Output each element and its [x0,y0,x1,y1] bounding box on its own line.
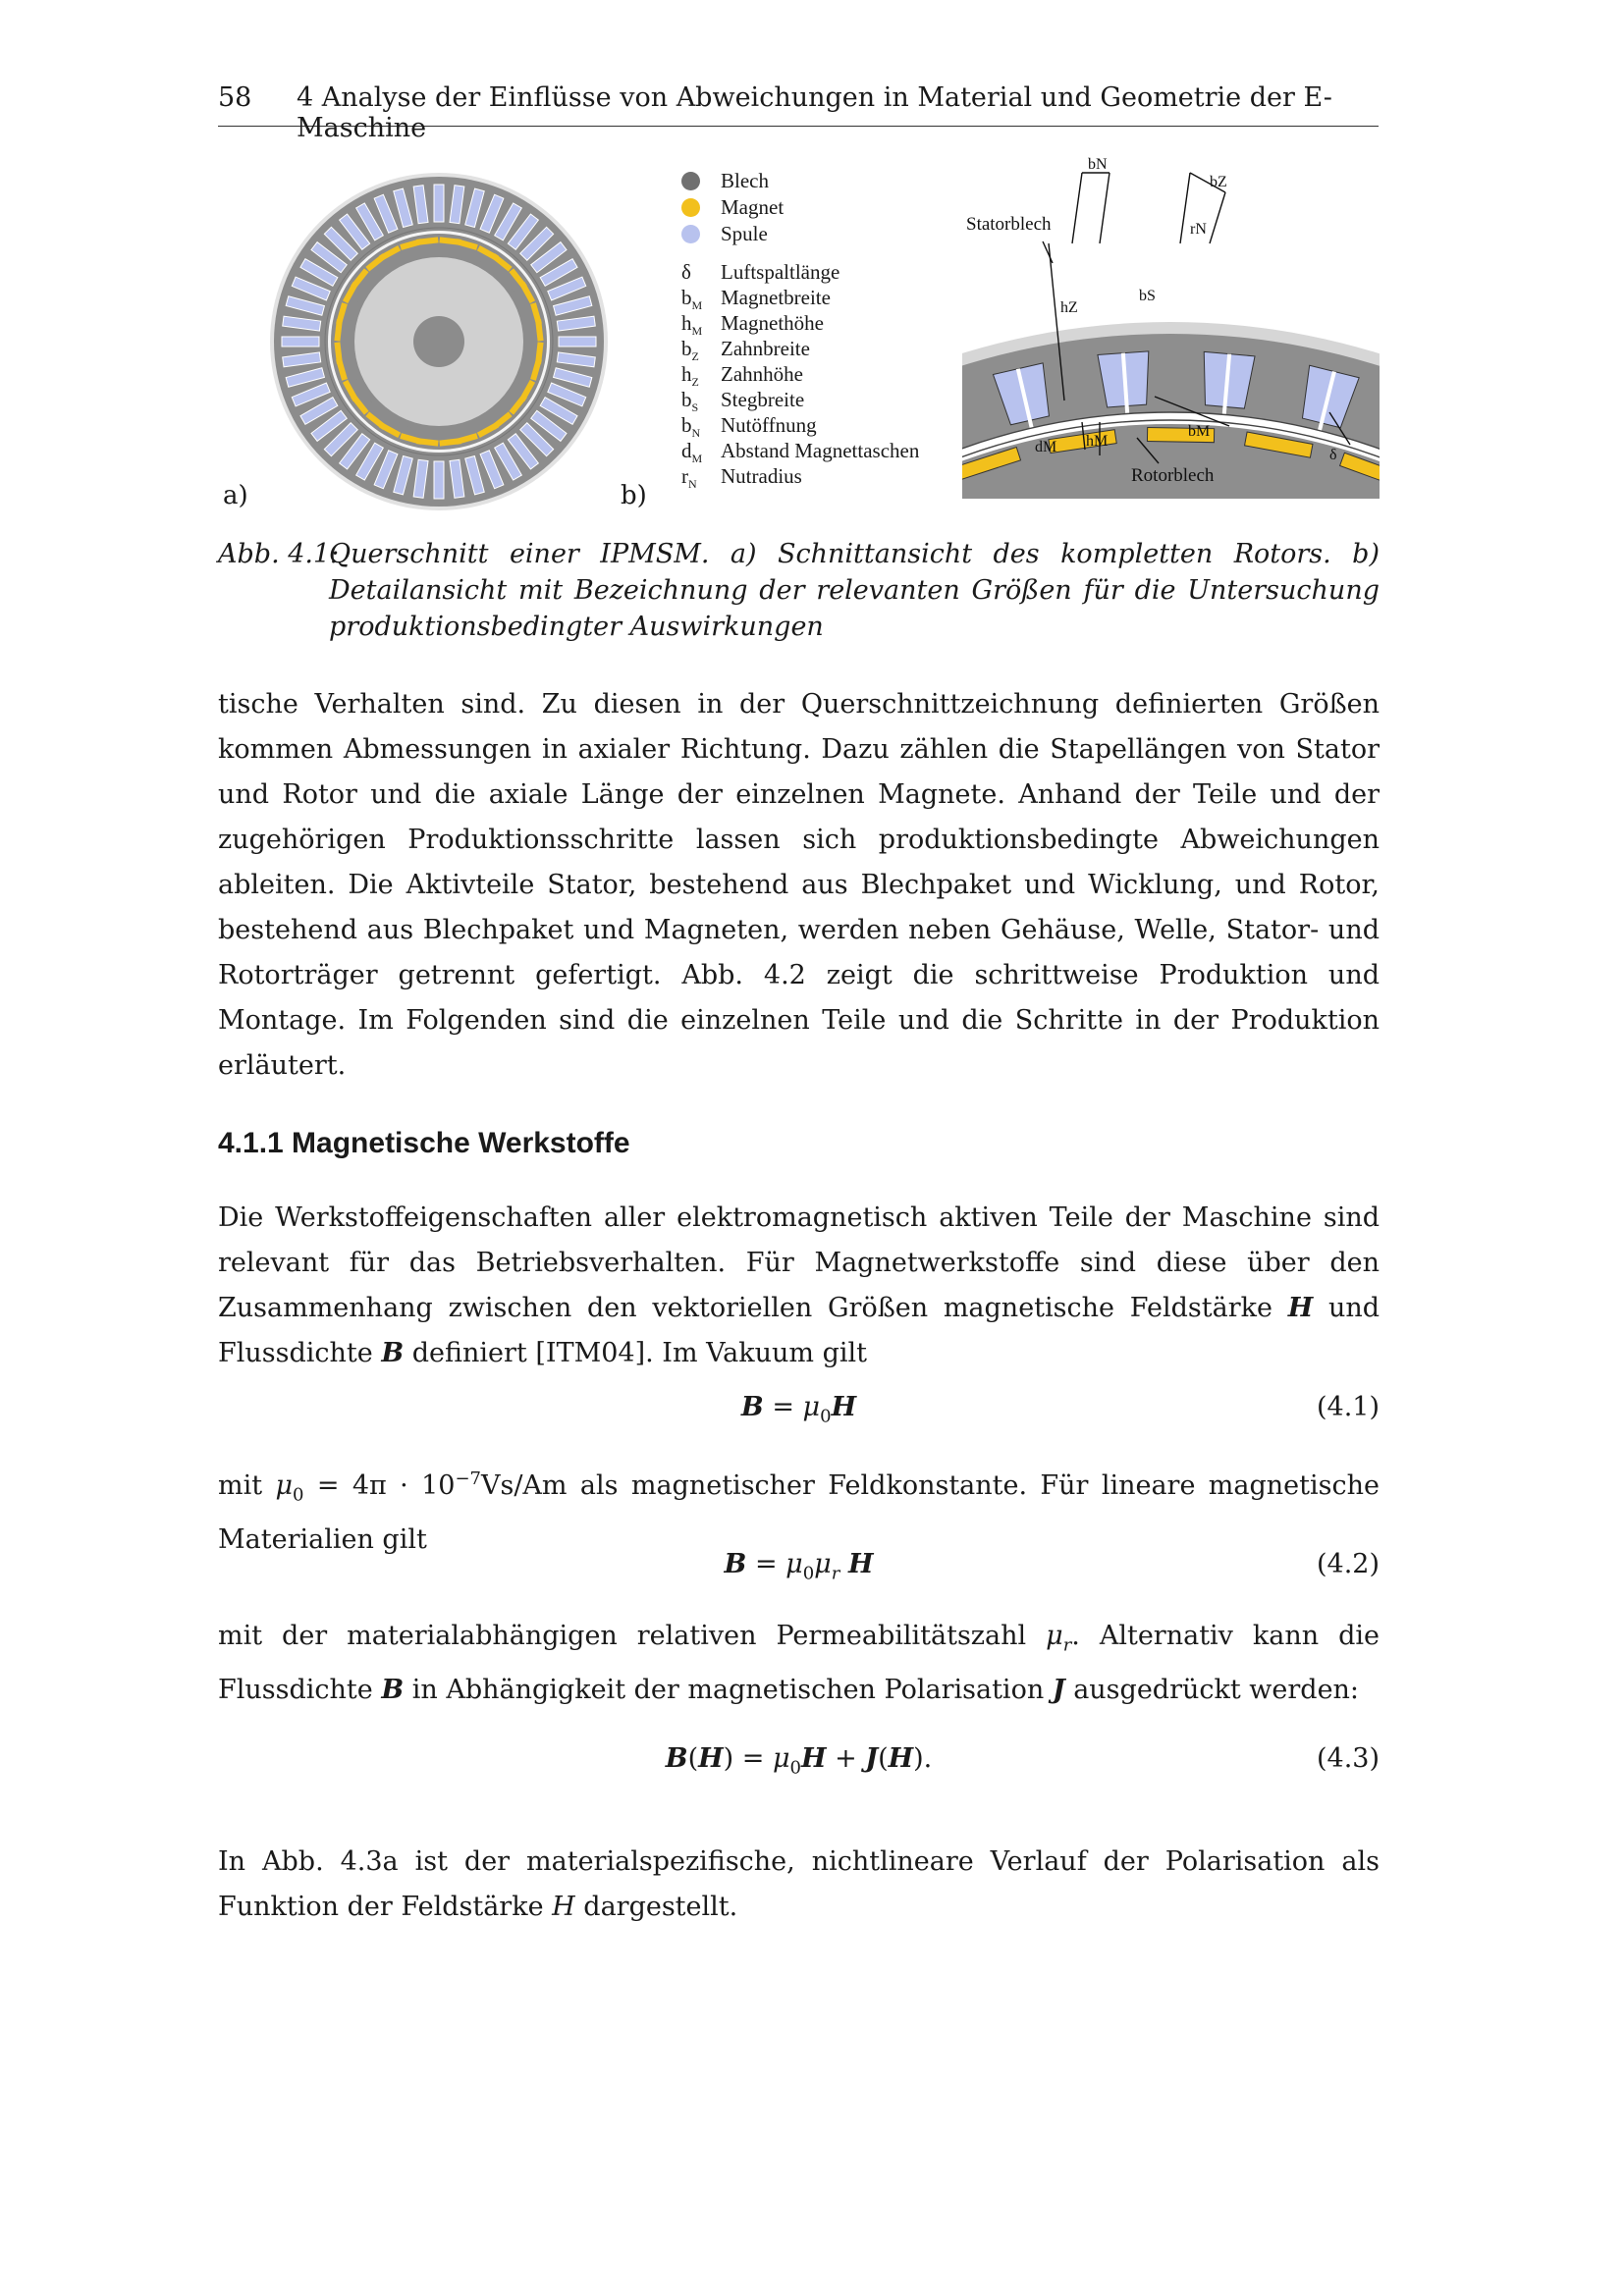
stator-coil [282,337,319,347]
label-rotorblech: Rotorblech [1131,465,1215,486]
legend-color-swatch [681,198,700,217]
label-bZ: bZ [1210,174,1227,190]
figure-4-1 [218,157,1386,520]
legend-text: Magnethöhe [721,311,824,335]
label-statorblech: Statorblech [966,214,1052,235]
legend-symbol: $b_N$ [681,413,701,441]
equation-number: (4.2) [1316,1549,1380,1579]
label-delta: δ [1329,447,1337,463]
legend-text: Magnet [721,195,785,219]
label-dM: dM [1035,439,1057,455]
legend-color-swatch [681,172,700,190]
label-bS: bS [1139,288,1156,304]
stator-slot [1387,396,1458,471]
paragraph-5: In Abb. 4.3a ist der materialspezifische, nichtlineare Verlauf der Polarisation als Funktion der Feldstärke H dargestellt. [218,1846,1380,1922]
legend-symbol: $r_N$ [681,464,697,492]
legend-text: Nutöffnung [721,413,817,437]
legend-symbol: $b_Z$ [681,337,699,364]
paragraph-1: tische Verhalten sind. Zu diesen in der Querschnittzeichnung definierten Größen kommen Abmessungen in axialer Richtung. Dazu zählen die Stapellängen von Stator und Rotor und die axiale Länge der einzelnen Magnete. Anhand der Teile und der zugehörigen Produktionsschritte lassen sich produktionsbedingte Abweichungen ableiten. Die Aktivteile Stator, bestehend aus Blechpaket und Wicklung, und Rotor, bestehend aus Blechpaket und Magneten, werden neben Gehäuse, Welle, Stator- und Rotorträger getrennt gefertigt. Abb. 4.2 zeigt die schrittweise Produktion und Montage. Im Folgenden sind die einzelnen Teile und die Schritte in der Produktion erläutert. [218,689,1380,1081]
equation-number: (4.1) [1316,1392,1380,1422]
stator-coil [434,461,444,499]
legend-text: Spule [721,222,768,245]
legend-symbol: $h_M$ [681,311,703,339]
stator-coil [434,185,444,222]
legend-text: Luftspaltlänge [721,260,840,284]
label-rN: rN [1190,221,1207,238]
legend-text: Abstand Magnettaschen [721,439,920,462]
section-heading: 4.1.1 Magnetische Werkstoffe [218,1127,630,1159]
equation-4-3: $B(H) = \mu_0H + J(H)$. (4.3) [665,1743,1380,1779]
paragraph-3: mit $\mu_0 = 4\pi \cdot 10^{-7}Vs/Am$ als magnetischer Feldkonstante. Für lineare magnetische Materialien gilt [218,1468,1380,1556]
stator-coil [559,337,596,347]
label-hM: hM [1086,433,1109,450]
legend-text: Zahnhöhe [721,362,803,386]
caption-label: Abb. 4.1: [218,539,340,569]
label-bM: bM [1188,423,1211,440]
legend-text: Nutradius [721,464,802,488]
label-bN: bN [1088,156,1108,173]
legend-symbol: δ [681,260,691,284]
legend-color-swatch [681,225,700,243]
rotor-cross-section-image [262,165,616,518]
legend-symbol: $b_S$ [681,388,699,415]
stator-rotor-detail-image [962,156,1380,499]
paragraph-4: mit der materialabhängigen relativen Permeabilitätszahl $\mu_r$. Alternativ kann die Flussdichte B in Abhängigkeit der magnetischen Polarisation J ausgedrückt werden: [218,1621,1380,1706]
figure-label-a: a) [223,481,248,510]
legend-symbol: $b_M$ [681,286,703,313]
legend-text: Stegbreite [721,388,805,411]
legend-text: Blech [721,169,769,192]
paragraph-2: Die Werkstoffeigenschaften aller elektromagnetisch aktiven Teile der Maschine sind relevant für das Betriebsverhalten. Für Magnetwerkstoffe sind diese über den Zusammenhang zwischen den vektoriellen Größen magnetische Feldstärke H und Flussdichte B definiert [ITM04]. Im Vakuum gilt [218,1202,1380,1368]
running-header [218,82,1379,143]
equation-number: (4.3) [1316,1743,1380,1774]
legend-symbol: $h_Z$ [681,362,699,390]
label-hZ: hZ [1060,299,1078,316]
legend-text: Magnetbreite [721,286,831,309]
legend-text: Zahnbreite [721,337,810,360]
equation-4-2: $B = \mu_0\mu_r$ H (4.2) [724,1549,1380,1584]
figure-label-b: b) [621,481,647,510]
page-number: 58 [218,82,252,113]
equation-4-1: $B = \mu_0H$ (4.1) [740,1392,1380,1427]
caption-text: Querschnitt einer IPMSM. a) Schnittansicht des kompletten Rotors. b) Detailansicht mit Bezeichnung der relevanten Größen für die Untersuchung produktionsbedingter Auswirkungen [329,539,1380,642]
legend-symbol: $d_M$ [681,439,703,466]
chapter-title: 4 Analyse der Einflüsse von Abweichungen in Material und Geometrie der E-Maschine [297,82,1332,143]
